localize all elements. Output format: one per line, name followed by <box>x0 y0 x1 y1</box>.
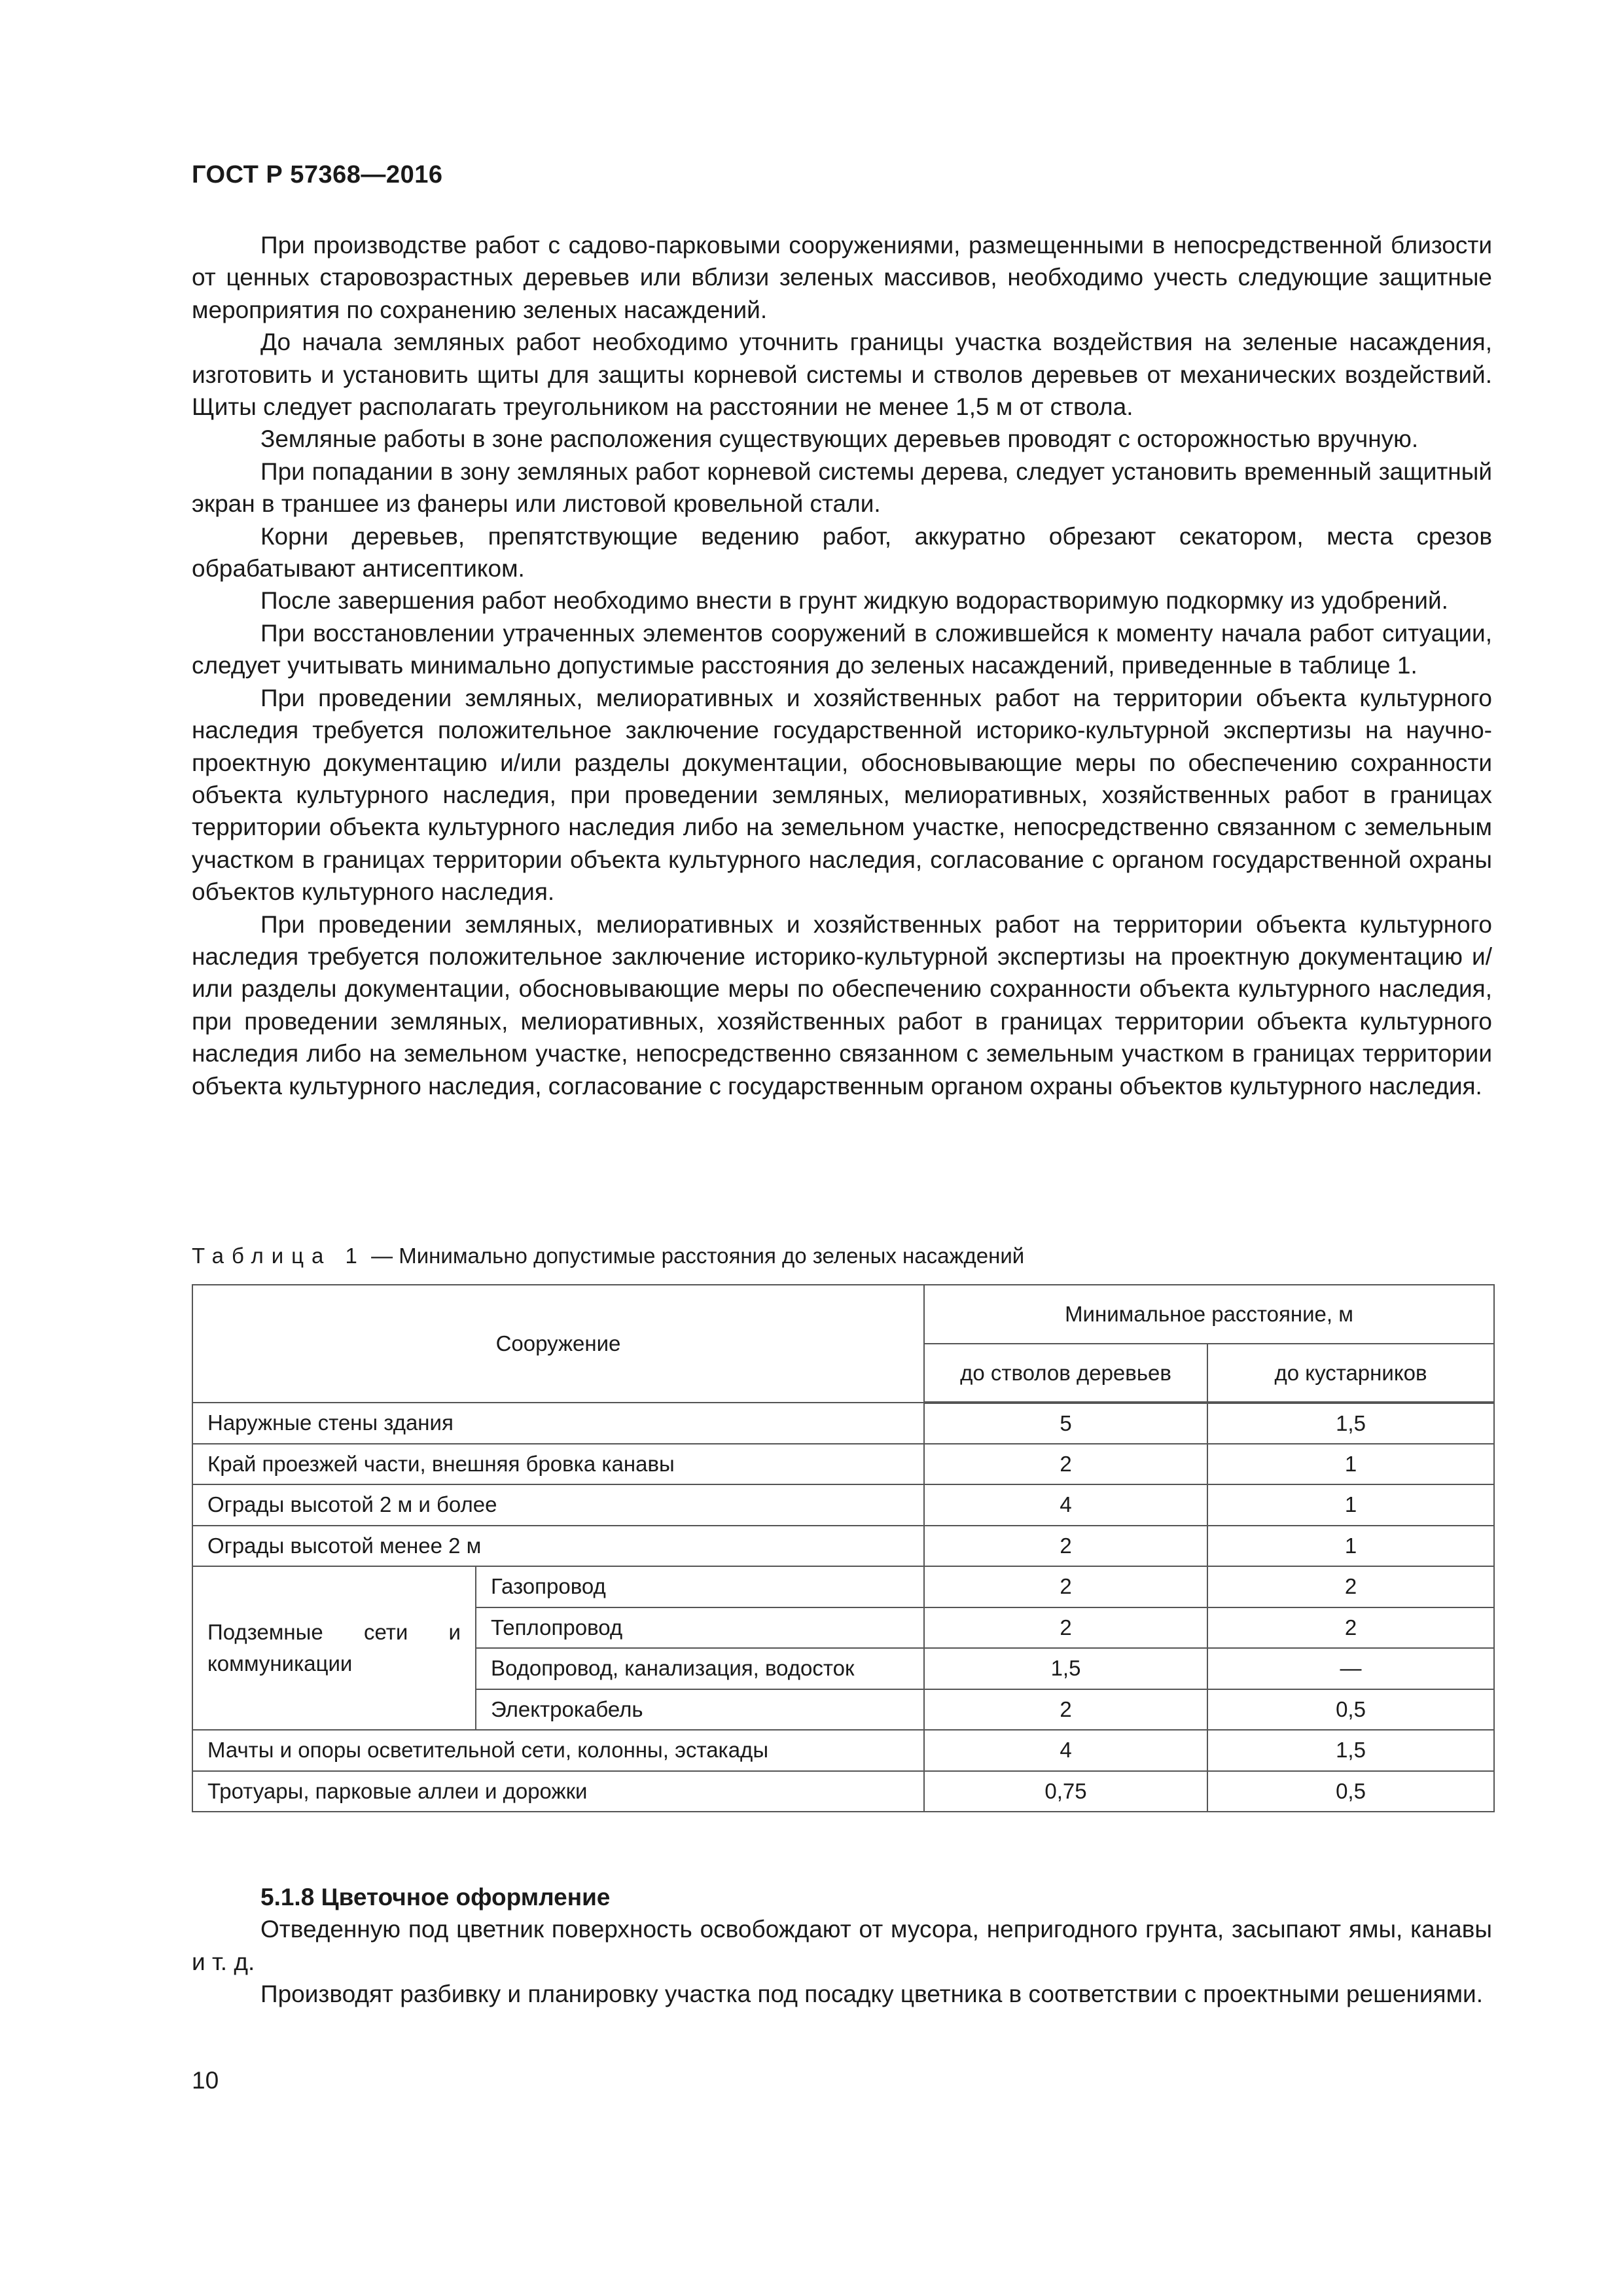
row-trees-value: 4 <box>924 1730 1207 1771</box>
row-trees-value: 2 <box>924 1566 1207 1607</box>
row-name: Водопровод, канализация, водосток <box>476 1648 924 1689</box>
table-row <box>192 1403 1494 1444</box>
row-trees-value: 2 <box>924 1607 1207 1649</box>
table-caption-label: Таблица 1 <box>192 1244 365 1268</box>
header-structure: Сооружение <box>192 1285 924 1403</box>
row-name: Край проезжей части, внешняя бровка канавы <box>192 1444 924 1485</box>
row-shrubs-value: 1,5 <box>1207 1730 1494 1771</box>
document-code-header: ГОСТ Р 57368—2016 <box>192 161 443 188</box>
group-label-underground-networks: Подземные сети и коммуникации <box>192 1566 476 1730</box>
row-shrubs-value: 1 <box>1207 1526 1494 1567</box>
table-row <box>192 1566 1494 1607</box>
row-name: Электрокабель <box>476 1689 924 1731</box>
header-to-tree-trunks: до стволов деревьев <box>924 1344 1207 1403</box>
paragraph: При производстве работ с садово-парковыми сооружениями, размещенными в непосредственной близости от ценных старовозрастных деревьев или вблизи зеленых массивов, необходимо учесть следующие защитные мероприятия по сохранению зеленых насаждений. <box>192 232 1492 323</box>
paragraph: Отведенную под цветник поверхность освобождают от мусора, непригодного грунта, засыпают ямы, канавы и т. д. <box>192 1916 1492 1975</box>
row-name: Ограды высотой 2 м и более <box>192 1484 924 1526</box>
table-caption <box>192 1244 1024 1268</box>
row-trees-value: 2 <box>924 1526 1207 1567</box>
row-shrubs-value: 2 <box>1207 1607 1494 1649</box>
row-trees-value: 5 <box>924 1403 1207 1444</box>
page-number: 10 <box>192 2067 219 2094</box>
table-row <box>192 1771 1494 1812</box>
row-shrubs-value: 0,5 <box>1207 1689 1494 1731</box>
distances-table <box>192 1284 1495 1812</box>
table-caption-text: — Минимально допустимые расстояния до зеленых насаждений <box>365 1244 1025 1268</box>
row-shrubs-value: 1 <box>1207 1444 1494 1485</box>
header-min-distance: Минимальное расстояние, м <box>924 1285 1494 1344</box>
section-title: 5.1.8 Цветочное оформление <box>260 1884 611 1910</box>
row-name: Газопровод <box>476 1566 924 1607</box>
row-shrubs-value: 1,5 <box>1207 1403 1494 1444</box>
row-trees-value: 2 <box>924 1689 1207 1731</box>
row-name: Ограды высотой менее 2 м <box>192 1526 924 1567</box>
row-name: Мачты и опоры осветительной сети, колонны, эстакады <box>192 1730 924 1771</box>
table-header-row <box>192 1285 1494 1344</box>
table-row <box>192 1730 1494 1771</box>
table-row <box>192 1444 1494 1485</box>
row-trees-value: 2 <box>924 1444 1207 1485</box>
paragraph: При восстановлении утраченных элементов сооружений в сложившейся к моменту начала работ ситуации, следует учитывать минимально допустимые расстояния до зеленых насаждений, приведенные в таблице 1. <box>192 619 1492 679</box>
paragraph: Производят разбивку и планировку участка под посадку цветника в соответствии с проектными решениями. <box>260 1981 1483 2008</box>
section-flower-design <box>192 1881 1492 2011</box>
row-shrubs-value: 0,5 <box>1207 1771 1494 1812</box>
paragraph: До начала земляных работ необходимо уточнить границы участка воздействия на зеленые насаждения, изготовить и установить щиты для защиты корневой системы и стволов деревьев от механических воздействий. Щиты следует располагать треугольником на расстоянии не менее 1,5 м от ствола. <box>192 329 1492 421</box>
row-name: Наружные стены здания <box>192 1403 924 1444</box>
paragraph: Земляные работы в зоне расположения существующих деревьев проводят с осторожностью вручную. <box>260 425 1419 453</box>
row-trees-value: 1,5 <box>924 1648 1207 1689</box>
row-shrubs-value: 2 <box>1207 1566 1494 1607</box>
header-to-shrubs: до кустарников <box>1207 1344 1494 1403</box>
row-name: Теплопровод <box>476 1607 924 1649</box>
table-row <box>192 1484 1494 1526</box>
row-trees-value: 4 <box>924 1484 1207 1526</box>
row-name: Тротуары, парковые аллеи и дорожки <box>192 1771 924 1812</box>
paragraph: Корни деревьев, препятствующие ведению работ, аккуратно обрезают секатором, места срезов обрабатывают антисептиком. <box>192 522 1492 583</box>
row-shrubs-value: — <box>1207 1648 1494 1689</box>
row-shrubs-value: 1 <box>1207 1484 1494 1526</box>
paragraph: После завершения работ необходимо внести в грунт жидкую водорастворимую подкормку из удобрений. <box>260 587 1448 615</box>
paragraph: При проведении земляных, мелиоративных и хозяйственных работ на территории объекта культурного наследия требуется положительное заключение историко-культурной экспертизы на проектную документацию и/или разделы документации, обосновывающие меры по обеспечению сохранности объекта культурного наследия, при проведении земляных, мелиоративных, хозяйственных работ в границах территории объекта культурного наследия либо на земельном участке, непосредственно связанном с земельным участком в границах территории объекта культурного наследия, согласование с государственным органом охраны объектов культурного наследия. <box>192 910 1492 1100</box>
body-text <box>192 229 1492 1102</box>
row-trees-value: 0,75 <box>924 1771 1207 1812</box>
paragraph: При проведении земляных, мелиоративных и хозяйственных работ на территории объекта культурного наследия требуется положительное заключение государственной историко-культурной экспертизы на научно-проектную документацию и/или разделы документации, обосновывающие меры по обеспечению сохранности объекта культурного наследия, при проведении земляных, мелиоративных, хозяйственных работ в границах территории объекта культурного наследия либо на земельном участке, непосредственно связанном с земельным участком в границах территории объекта культурного наследия, согласование с органом государственной охраны объектов культурного наследия. <box>192 684 1492 906</box>
table-row <box>192 1526 1494 1567</box>
paragraph: При попадании в зону земляных работ корневой системы дерева, следует установить временный защитный экран в траншее из фанеры или листовой кровельной стали. <box>192 457 1492 518</box>
